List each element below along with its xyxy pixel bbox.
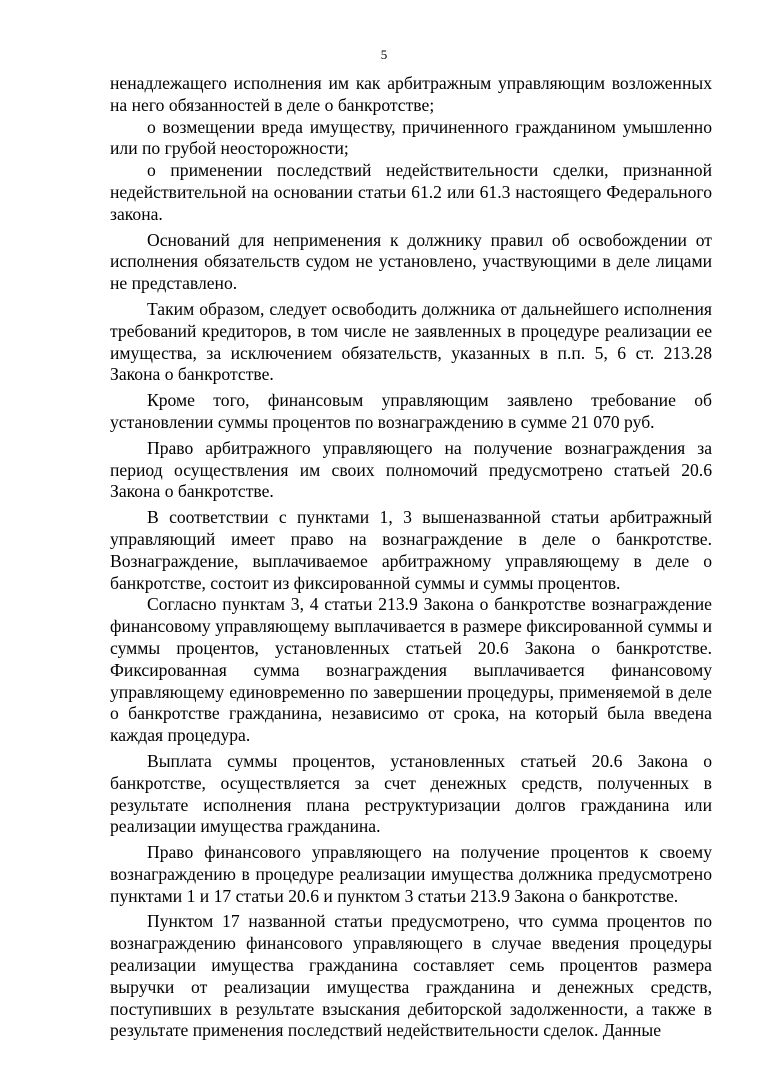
paragraph-9: Согласно пунктам 3, 4 статьи 213.9 Закона о банкротстве вознаграждение финансовому управляющему выплачивается в размере фиксированной суммы и суммы процентов, установленных статьей 20.6 Закона о банкротстве. Фиксированная сумма вознаграждения выплачивается финансовому управляющему единовременно по завершении процедуры, применяемой в деле о банкротстве гражданина, независимо от срока, на который была введена каждая процедура. <box>110 594 712 746</box>
paragraph-11: Право финансового управляющего на получение процентов к своему вознаграждению в процедуре реализации имущества должника предусмотрено пунктами 1 и 17 статьи 20.6 и пунктом 3 статьи 213.9 Закона о банкротстве. <box>110 842 712 906</box>
paragraph-4: Оснований для неприменения к должнику правил об освобождении от исполнения обязательств судом не установлено, участвующими в деле лицами не представлено. <box>110 229 712 294</box>
paragraph-10: Выплата суммы процентов, установленных статьей 20.6 Закона о банкротстве, осуществляется за счет денежных средств, полученных в результате исполнения плана реструктуризации долгов гражданина или реализации имущества гражданина. <box>110 750 712 837</box>
paragraph-2: о возмещении вреда имуществу, причиненного гражданином умышленно или по грубой неосторожности; <box>110 116 712 159</box>
paragraph-5: Таким образом, следует освободить должника от дальнейшего исполнения требований кредиторов, в том числе не заявленных в процедуре реализации ее имущества, за исключением обязательств, указанных в п.п. 5, 6 ст. 213.28 Закона о банкротстве. <box>110 298 712 385</box>
paragraph-8: В соответствии с пунктами 1, 3 вышеназванной статьи арбитражный управляющий имеет право на вознаграждение в деле о банкротстве. Вознаграждение, выплачиваемое арбитражному управляющему в деле о банкротстве, состоит из фиксированной суммы и суммы процентов. <box>110 507 712 593</box>
page-number: 5 <box>380 47 388 62</box>
paragraph-1: ненадлежащего исполнения им как арбитражным управляющим возложенных на него обязанностей в деле о банкротстве; <box>110 73 712 115</box>
paragraph-6: Кроме того, финансовым управляющим заявлено требование об установлении суммы процентов по вознаграждению в сумме 21 070 руб. <box>110 390 712 432</box>
paragraph-12: Пунктом 17 названной статьи предусмотрено, что сумма процентов по вознаграждению финансового управляющего в случае введения процедуры реализации имущества гражданина составляет семь процентов размера выручки от реализации имущества гражданина и денежных средств, поступивших в результате взыскания дебиторской задолженности, а также в результате применения последствий недействительности сделок. Данные <box>110 911 712 1041</box>
document-body <box>110 73 712 1042</box>
paragraph-7: Право арбитражного управляющего на получение вознаграждения за период осуществления им своих полномочий предусмотрено статьей 20.6 Закона о банкротстве. <box>110 437 712 502</box>
paragraph-3: о применении последствий недействительности сделки, признанной недействительной на основании статьи 61.2 или 61.3 настоящего Федерального закона. <box>110 160 712 224</box>
